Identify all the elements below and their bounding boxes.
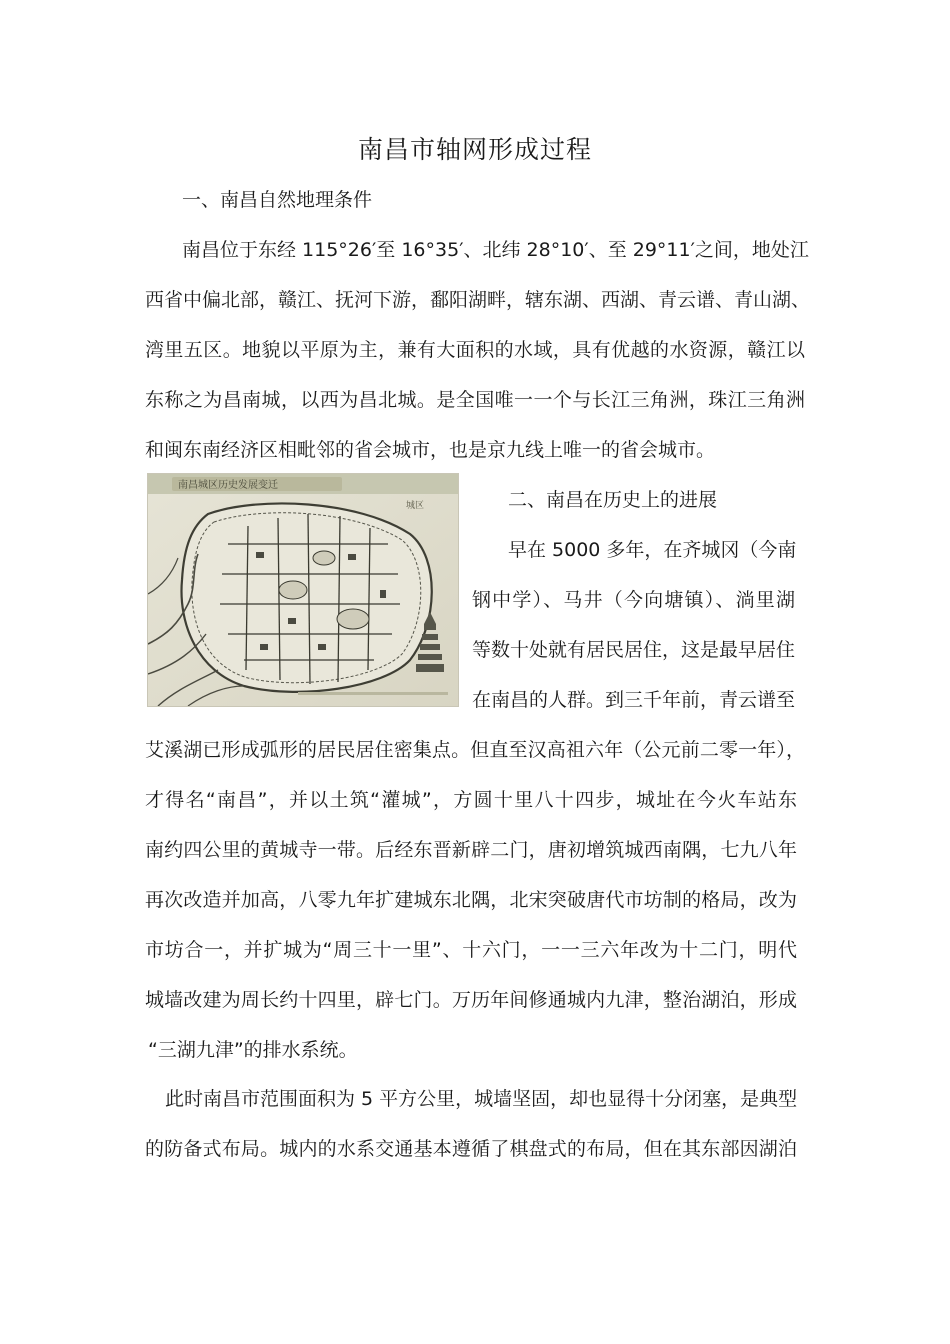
paragraph-line: 南约四公里的黄城寺一带。后经东晋新辟二门，唐初增筑城西南隅，七九八年 [145,839,797,861]
side-paragraph-line: 钢中学）、马井（今向塘镇）、淌里湖 [472,589,795,611]
paragraph-line: 才得名“南昌”，并以土筑“灌城”，方圆十里八十四步，城址在今火车站东 [145,789,797,811]
paragraph-line: 再次改造并加高，八零九年扩建城东北隅，北宋突破唐代市坊制的格局，改为 [145,889,797,911]
paragraph-line: 的防备式布局。城内的水系交通基本遵循了棋盘式的布局，但在其东部因湖泊 [145,1138,797,1160]
section2-heading: 二、南昌在历史上的进展 [508,489,718,511]
paragraph-line: 此时南昌市范围面积为 5 平方公里，城墙坚固，却也显得十分闭塞，是典型 [165,1088,798,1110]
paragraph-line: 西省中偏北部，赣江、抚河下游，鄱阳湖畔，辖东湖、西湖、青云谱、青山湖、 [145,289,811,311]
section1-heading: 一、南昌自然地理条件 [182,189,373,211]
paragraph-line: 湾里五区。地貌以平原为主，兼有大面积的水域，具有优越的水资源，赣江以 [145,339,805,361]
side-paragraph-line: 在南昌的人群。到三千年前，青云谱至 [472,689,796,711]
document-title: 南昌市轴网形成过程 [357,135,592,164]
paragraph-line: 东称之为昌南城，以西为昌北城。是全国唯一一个与长江三角洲，珠江三角洲 [145,389,805,411]
map-title-text: 南昌城区历史发展变迁 [178,480,278,491]
paragraph-line: 南昌位于东经 115°26′至 16°35′、北纬 28°10′、至 29°11′之间，地处江 [182,239,809,261]
paragraph-line: 市坊合一，并扩城为“周三十一里”、十六门，一一三六年改为十二门，明代 [145,939,797,961]
side-paragraph-line: 等数十处就有居民居住，这是最早居住 [472,639,796,661]
historic-city-map-image [147,473,459,707]
paragraph-line: 和闽东南经济区相毗邻的省会城市，也是京九线上唯一的省会城市。 [145,439,716,461]
paragraph-line: 城墙改建为周长约十四里，辟七门。万历年间修通城内九津，整治湖泊，形成 [145,989,797,1011]
paragraph-line: “三湖九津”的排水系统。 [148,1039,358,1061]
map-label-text: 城区 [406,501,425,511]
side-paragraph-line: 早在 5000 多年，在齐城冈（今南 [508,539,797,561]
paragraph-line: 艾溪湖已形成弧形的居民居住密集点。但直至汉高祖六年（公元前二零一年）， [145,739,805,761]
map-illustration [148,474,458,706]
